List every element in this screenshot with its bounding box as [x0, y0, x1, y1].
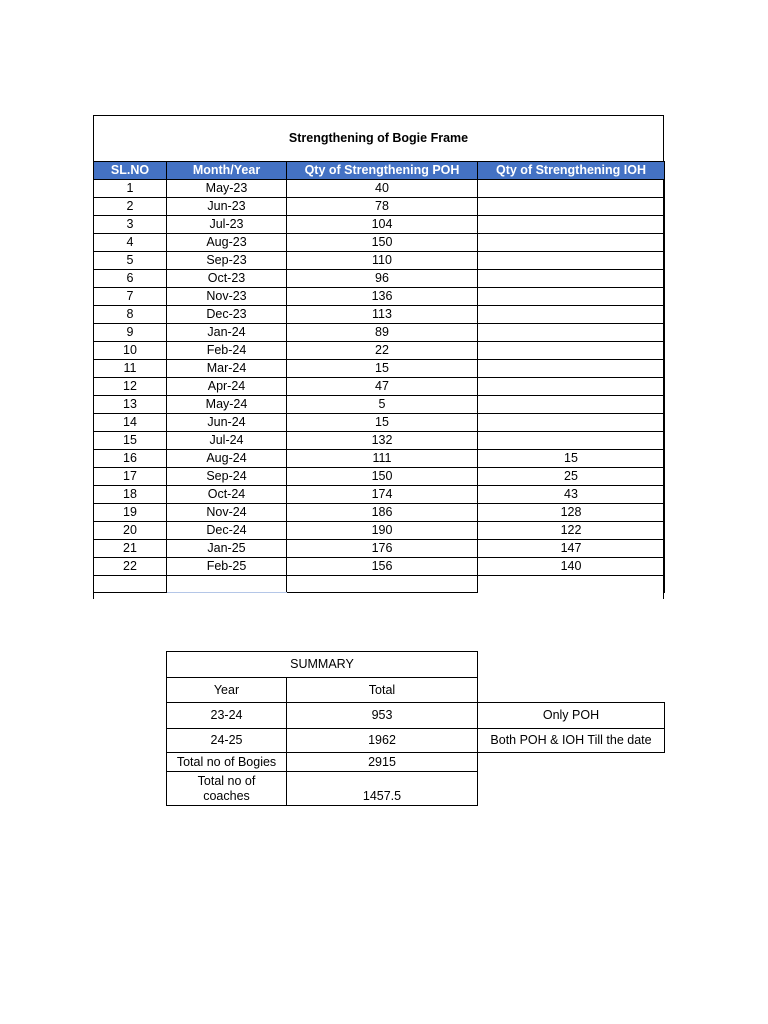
- cell-qty-ioh: [478, 396, 665, 414]
- table-row: [94, 324, 665, 342]
- cell-month-year: Dec-23: [167, 306, 287, 324]
- summary-total: 2915: [287, 753, 478, 772]
- table-row: [94, 234, 665, 252]
- table-row: [94, 342, 665, 360]
- cell-qty-poh: 174: [287, 486, 478, 504]
- cell-qty-ioh: [478, 270, 665, 288]
- cell-qty-poh: 136: [287, 288, 478, 306]
- summary-col-total: Total: [287, 678, 478, 703]
- cell-sl-no: 2: [94, 198, 167, 216]
- cell-sl-no: 8: [94, 306, 167, 324]
- summary-year: 23-24: [167, 703, 287, 729]
- cell-month-year: Feb-24: [167, 342, 287, 360]
- cell-sl-no: 17: [94, 468, 167, 486]
- cell-month-year: Aug-24: [167, 450, 287, 468]
- cell-qty-poh: 186: [287, 504, 478, 522]
- summary-year: 24-25: [167, 729, 287, 753]
- cell-sl-no: 10: [94, 342, 167, 360]
- cell-month-year: May-23: [167, 180, 287, 198]
- cell-qty-ioh: 122: [478, 522, 665, 540]
- table-row: [94, 558, 665, 576]
- cell-qty-poh: 113: [287, 306, 478, 324]
- cell-sl-no: 15: [94, 432, 167, 450]
- cell-sl-no: 1: [94, 180, 167, 198]
- sheet-title: Strengthening of Bogie Frame: [288, 131, 469, 145]
- cell-month-year: Apr-24: [167, 378, 287, 396]
- cell-qty-ioh: [478, 432, 665, 450]
- cell-qty-ioh: [478, 378, 665, 396]
- cell-sl-no: 21: [94, 540, 167, 558]
- cell-qty-ioh: [478, 180, 665, 198]
- cell-sl-no: 9: [94, 324, 167, 342]
- table-row: [94, 522, 665, 540]
- table-row: [94, 414, 665, 432]
- cell-month-year: Mar-24: [167, 360, 287, 378]
- cell-sl-no: 16: [94, 450, 167, 468]
- summary-year: Total no of coaches: [167, 772, 287, 806]
- cell-qty-ioh: 15: [478, 450, 665, 468]
- cell-month-year: Nov-24: [167, 504, 287, 522]
- summary-col-year: Year: [167, 678, 287, 703]
- table-row: [94, 486, 665, 504]
- table-row: [94, 180, 665, 198]
- table-row: [94, 252, 665, 270]
- cell-qty-poh: 47: [287, 378, 478, 396]
- cell-month-year: Jun-24: [167, 414, 287, 432]
- cell-qty-ioh: [478, 306, 665, 324]
- header-qty-poh: Qty of Strengthening POH: [287, 162, 478, 180]
- cell-qty-poh: 110: [287, 252, 478, 270]
- table-row: [94, 198, 665, 216]
- cell-qty-poh: 104: [287, 216, 478, 234]
- table-row-empty: [94, 576, 665, 593]
- summary-heading: SUMMARY: [167, 652, 478, 678]
- cell-sl-no: 12: [94, 378, 167, 396]
- summary-year: Total no of Bogies: [167, 753, 287, 772]
- cell-month-year: Sep-23: [167, 252, 287, 270]
- cell-qty-ioh: [478, 234, 665, 252]
- cell-month-year: Nov-23: [167, 288, 287, 306]
- table-row: [94, 306, 665, 324]
- cell-month-year: Jan-25: [167, 540, 287, 558]
- cell-qty-poh: 15: [287, 360, 478, 378]
- table-row: [94, 378, 665, 396]
- cell-sl-no: 18: [94, 486, 167, 504]
- cell-sl-no: 22: [94, 558, 167, 576]
- cell-month-year: Jan-24: [167, 324, 287, 342]
- summary-total: 1962: [287, 729, 478, 753]
- table-row: [94, 540, 665, 558]
- cell-sl-no: 4: [94, 234, 167, 252]
- cell-month-year: Feb-25: [167, 558, 287, 576]
- cell-qty-poh: 150: [287, 468, 478, 486]
- summary-total: 1457.5: [287, 772, 478, 806]
- cell-month-year: Oct-23: [167, 270, 287, 288]
- cell-sl-no: 19: [94, 504, 167, 522]
- cell-qty-ioh: 43: [478, 486, 665, 504]
- summary-total: 953: [287, 703, 478, 729]
- cell-qty-poh: 89: [287, 324, 478, 342]
- cell-qty-ioh: 147: [478, 540, 665, 558]
- cell-qty-poh: 5: [287, 396, 478, 414]
- cell-month-year: Jul-23: [167, 216, 287, 234]
- cell-qty-poh: 176: [287, 540, 478, 558]
- cell-qty-poh: 132: [287, 432, 478, 450]
- cell-qty-ioh: [478, 288, 665, 306]
- table-row: [94, 450, 665, 468]
- cell-qty-poh: 150: [287, 234, 478, 252]
- cell-qty-ioh: 25: [478, 468, 665, 486]
- cell-qty-ioh: [478, 360, 665, 378]
- cell-month-year: Jun-23: [167, 198, 287, 216]
- cell-sl-no: 6: [94, 270, 167, 288]
- cell-qty-poh: 22: [287, 342, 478, 360]
- cell-qty-ioh: 128: [478, 504, 665, 522]
- header-sl-no: SL.NO: [94, 162, 167, 180]
- cell-qty-poh: 15: [287, 414, 478, 432]
- cell-qty-ioh: [478, 252, 665, 270]
- cell-qty-ioh: [478, 324, 665, 342]
- cell-month-year: Aug-23: [167, 234, 287, 252]
- cell-month-year: Oct-24: [167, 486, 287, 504]
- table-row: [94, 270, 665, 288]
- table-row: [94, 216, 665, 234]
- cell-month-year: Sep-24: [167, 468, 287, 486]
- cell-sl-no: 13: [94, 396, 167, 414]
- cell-qty-ioh: [478, 342, 665, 360]
- table-row: [94, 504, 665, 522]
- cell-sl-no: 7: [94, 288, 167, 306]
- cell-sl-no: 5: [94, 252, 167, 270]
- summary-note: Only POH: [478, 703, 665, 729]
- cell-qty-poh: 190: [287, 522, 478, 540]
- cell-qty-poh: 78: [287, 198, 478, 216]
- cell-qty-ioh: [478, 216, 665, 234]
- cell-qty-ioh: [478, 414, 665, 432]
- cell-month-year: Dec-24: [167, 522, 287, 540]
- summary-table: [166, 651, 665, 806]
- cell-qty-poh: 156: [287, 558, 478, 576]
- cell-qty-ioh: [478, 198, 665, 216]
- header-qty-ioh: Qty of Strengthening IOH: [478, 162, 665, 180]
- cell-sl-no: 11: [94, 360, 167, 378]
- table-row: [94, 288, 665, 306]
- cell-sl-no: 20: [94, 522, 167, 540]
- cell-month-year: May-24: [167, 396, 287, 414]
- cell-qty-poh: 96: [287, 270, 478, 288]
- cell-qty-poh: 111: [287, 450, 478, 468]
- cell-sl-no: 14: [94, 414, 167, 432]
- header-month-year: Month/Year: [167, 162, 287, 180]
- strengthening-table: [93, 161, 665, 593]
- cell-sl-no: 3: [94, 216, 167, 234]
- table-row: [94, 360, 665, 378]
- summary-note: Both POH & IOH Till the date: [478, 729, 665, 753]
- cell-month-year: Jul-24: [167, 432, 287, 450]
- header-row: [94, 162, 665, 180]
- table-row: [94, 432, 665, 450]
- cell-qty-poh: 40: [287, 180, 478, 198]
- table-row: [94, 396, 665, 414]
- cell-qty-ioh: 140: [478, 558, 665, 576]
- table-row: [94, 468, 665, 486]
